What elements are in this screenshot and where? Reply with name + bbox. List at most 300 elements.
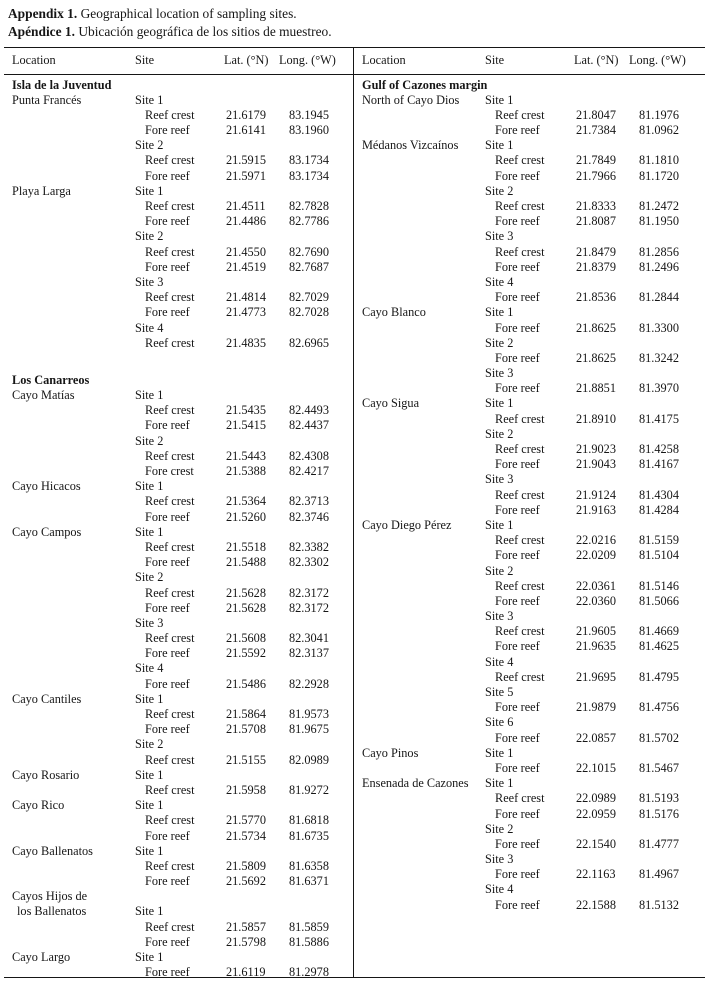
latitude-cell <box>217 275 277 290</box>
latitude-cell: 21.5260 <box>226 509 266 524</box>
longitude-cell: 81.5702 <box>639 730 679 745</box>
habitat-cell: Reef crest <box>495 153 545 168</box>
header-latitude: Lat. (°N) <box>574 53 619 68</box>
table-row <box>354 776 705 791</box>
header-location: Location <box>12 53 56 68</box>
latitude-cell: 21.9163 <box>576 502 616 517</box>
location-cell <box>362 579 485 594</box>
latitude-cell <box>567 609 627 624</box>
table-row <box>4 631 353 646</box>
table-row <box>354 503 705 518</box>
table-row <box>4 889 353 904</box>
location-cell: Cayo Cantiles <box>12 691 82 706</box>
longitude-cell <box>627 184 705 199</box>
latitude-cell <box>217 93 277 108</box>
location-cell: Cayo Blanco <box>362 305 426 320</box>
longitude-cell <box>277 661 353 676</box>
table-row <box>4 692 353 707</box>
table-row <box>354 290 705 305</box>
latitude-cell: 21.5592 <box>226 646 266 661</box>
table-row <box>354 199 705 214</box>
latitude-cell <box>567 305 627 320</box>
location-cell: Cayo Rosario <box>12 767 80 782</box>
site-cell: Site 3 <box>485 852 514 867</box>
latitude-cell <box>217 661 277 676</box>
longitude-cell <box>277 229 353 244</box>
longitude-cell <box>627 138 705 153</box>
table-row <box>4 229 353 244</box>
site-cell: Site 1 <box>485 396 514 411</box>
habitat-cell: Fore reef <box>495 548 540 563</box>
latitude-cell: 21.5971 <box>226 168 266 183</box>
location-cell: North of Cayo Dios <box>362 92 460 107</box>
location-cell: Cayo Campos <box>12 524 82 539</box>
location-cell <box>362 153 485 168</box>
table-row <box>4 920 353 935</box>
table-row <box>354 746 705 761</box>
longitude-cell: 81.2978 <box>289 965 329 980</box>
habitat-cell: Reef crest <box>145 153 195 168</box>
location-cell <box>12 555 135 570</box>
table-row <box>354 655 705 670</box>
location-cell <box>12 199 135 214</box>
longitude-cell <box>627 518 705 533</box>
habitat-cell: Reef crest <box>145 335 195 350</box>
longitude-cell <box>627 472 705 487</box>
table-row <box>4 737 353 752</box>
latitude-cell: 21.9124 <box>576 487 616 502</box>
table-row <box>4 388 353 403</box>
site-cell: Site 1 <box>135 950 164 964</box>
latitude-cell: 21.5435 <box>226 403 266 418</box>
location-cell <box>362 731 485 746</box>
latitude-cell: 22.0361 <box>576 578 616 593</box>
habitat-cell: Reef crest <box>495 442 545 456</box>
habitat-cell: Fore reef <box>145 965 190 980</box>
habitat-cell: Fore reef <box>145 305 190 320</box>
latitude-cell: 22.1163 <box>576 867 616 882</box>
latitude-cell <box>567 822 627 837</box>
latitude-cell <box>567 366 627 381</box>
table-row <box>4 768 353 783</box>
longitude-cell <box>277 616 353 631</box>
longitude-cell: 81.1720 <box>639 168 679 183</box>
longitude-cell: 81.4756 <box>639 700 679 715</box>
latitude-cell: 21.4486 <box>226 214 266 229</box>
location-cell <box>362 685 485 700</box>
habitat-cell: Fore reef <box>145 418 190 433</box>
location-cell <box>362 700 485 715</box>
section-row <box>4 78 353 93</box>
location-cell <box>12 214 135 229</box>
location-cell: Cayo Diego Pérez <box>362 517 452 532</box>
table-row <box>354 822 705 837</box>
habitat-cell: Reef crest <box>145 448 195 463</box>
location-cell <box>362 852 485 867</box>
habitat-cell: Fore reef <box>495 381 540 396</box>
section-row <box>354 78 705 93</box>
table-row <box>4 616 353 631</box>
site-cell: Site 2 <box>485 183 514 198</box>
location-cell <box>362 533 485 548</box>
latitude-cell <box>217 844 277 859</box>
latitude-cell: 21.6141 <box>226 123 266 138</box>
latitude-cell: 21.9695 <box>576 669 616 684</box>
longitude-cell: 81.3300 <box>639 320 679 335</box>
table-row <box>4 753 353 768</box>
table-row <box>4 586 353 601</box>
longitude-cell: 82.2928 <box>289 676 329 691</box>
location-cell <box>12 494 135 509</box>
longitude-cell: 83.1734 <box>289 153 329 168</box>
location-cell <box>12 434 135 449</box>
location-cell <box>12 108 135 123</box>
longitude-cell: 82.7786 <box>289 214 329 229</box>
location-cell <box>12 138 135 153</box>
habitat-cell: Fore reef <box>145 123 190 138</box>
site-cell: Site 1 <box>485 305 514 320</box>
table-row <box>4 707 353 722</box>
habitat-cell: Reef crest <box>145 919 195 934</box>
longitude-cell <box>627 275 705 290</box>
longitude-cell <box>627 609 705 624</box>
location-cell <box>12 920 135 935</box>
latitude-cell: 21.7384 <box>576 123 616 138</box>
location-cell <box>12 707 135 722</box>
habitat-cell: Fore reef <box>145 600 190 615</box>
location-cell: Ensenada de Cazones <box>362 776 469 791</box>
longitude-cell: 81.3242 <box>639 350 679 365</box>
site-cell: Site 1 <box>485 776 514 791</box>
habitat-cell: Fore reef <box>495 593 540 608</box>
site-cell: Site 5 <box>485 685 514 699</box>
habitat-cell: Fore reef <box>495 259 540 274</box>
latitude-cell: 21.4519 <box>226 259 266 274</box>
location-cell <box>12 753 135 768</box>
table-row <box>354 457 705 472</box>
latitude-cell <box>217 889 277 904</box>
location-cell <box>362 624 485 639</box>
site-cell: Site 1 <box>135 183 164 198</box>
habitat-cell: Fore reef <box>495 760 540 775</box>
site-cell: Site 4 <box>135 320 164 335</box>
habitat-cell: Reef crest <box>145 494 195 509</box>
habitat-cell: Reef crest <box>495 669 545 684</box>
table-row <box>4 844 353 859</box>
latitude-cell: 22.0209 <box>576 548 616 563</box>
table-row <box>354 412 705 427</box>
location-cell <box>12 464 135 479</box>
table-row <box>354 609 705 624</box>
table-row <box>354 898 705 913</box>
location-cell <box>12 229 135 244</box>
location-cell <box>362 670 485 685</box>
location-cell: Médanos Vizcaínos <box>362 138 459 153</box>
latitude-cell: 21.7849 <box>576 153 616 168</box>
latitude-cell: 21.4511 <box>226 199 266 213</box>
site-cell: Site 1 <box>135 92 164 107</box>
site-cell: Site 2 <box>135 138 164 153</box>
latitude-cell <box>217 570 277 585</box>
site-cell: Site 3 <box>485 229 514 244</box>
table-row <box>354 639 705 654</box>
table-row <box>4 646 353 661</box>
habitat-cell: Reef crest <box>495 411 545 426</box>
location-cell <box>362 199 485 214</box>
table-row <box>4 677 353 692</box>
location-cell: Cayo Hicacos <box>12 479 81 494</box>
table-row <box>354 852 705 867</box>
longitude-cell: 82.3746 <box>289 509 329 524</box>
location-cell <box>362 381 485 396</box>
longitude-cell: 82.6965 <box>289 335 329 350</box>
longitude-cell: 81.4304 <box>639 487 679 502</box>
site-cell: Site 1 <box>135 524 164 539</box>
location-cell <box>362 442 485 457</box>
location-cell: Cayos Hijos de <box>12 889 88 904</box>
location-cell <box>362 260 485 275</box>
habitat-cell: Reef crest <box>495 487 545 502</box>
longitude-cell: 82.3172 <box>289 600 329 615</box>
table-row <box>354 700 705 715</box>
table-row <box>354 533 705 548</box>
table-row <box>4 661 353 676</box>
habitat-cell: Reef crest <box>145 707 195 721</box>
habitat-cell: Fore reef <box>145 828 190 843</box>
table-row <box>354 366 705 381</box>
title-block <box>8 5 332 40</box>
location-cell <box>362 336 485 351</box>
longitude-cell: 81.4284 <box>639 502 679 517</box>
latitude-cell: 21.5798 <box>226 934 266 949</box>
table-row <box>4 494 353 509</box>
table-row <box>4 950 353 965</box>
habitat-cell: Fore reef <box>495 123 540 138</box>
table-row <box>354 472 705 487</box>
latitude-cell <box>567 396 627 411</box>
location-cell <box>12 722 135 737</box>
habitat-cell: Fore reef <box>495 290 540 305</box>
latitude-cell: 21.8910 <box>576 411 616 426</box>
longitude-cell: 82.3137 <box>289 646 329 661</box>
location-cell <box>362 715 485 730</box>
longitude-cell <box>277 184 353 199</box>
longitude-cell <box>277 479 353 494</box>
table-row <box>354 807 705 822</box>
table-row <box>4 214 353 229</box>
site-cell: Site 2 <box>135 570 164 585</box>
habitat-cell: Fore reef <box>145 676 190 691</box>
table-row <box>354 670 705 685</box>
habitat-cell: Fore reef <box>495 350 540 365</box>
header-location: Location <box>362 53 406 68</box>
table-row <box>4 403 353 418</box>
latitude-cell <box>217 321 277 336</box>
longitude-cell: 81.4669 <box>639 624 679 639</box>
habitat-cell: Fore reef <box>145 214 190 229</box>
table-row <box>4 245 353 260</box>
table-row <box>354 564 705 579</box>
table-row <box>4 93 353 108</box>
longitude-cell: 81.4967 <box>639 867 679 882</box>
section-title: Isla de la Juventud <box>12 77 112 92</box>
latitude-cell: 21.5770 <box>226 813 266 828</box>
longitude-cell <box>627 93 705 108</box>
table-row <box>354 169 705 184</box>
latitude-cell <box>217 479 277 494</box>
latitude-cell <box>567 275 627 290</box>
longitude-cell <box>627 564 705 579</box>
latitude-cell <box>217 184 277 199</box>
site-cell: Site 6 <box>485 715 514 730</box>
site-cell: Site 2 <box>485 335 514 350</box>
latitude-cell: 21.5155 <box>226 752 266 767</box>
habitat-cell: Fore reef <box>145 874 190 889</box>
longitude-cell: 81.2844 <box>639 290 679 305</box>
habitat-cell: Fore reef <box>495 700 540 715</box>
header-longitude: Long. (°W) <box>629 53 686 68</box>
location-cell <box>12 123 135 138</box>
table-row <box>354 624 705 639</box>
longitude-cell: 81.1976 <box>639 107 679 122</box>
location-cell <box>12 783 135 798</box>
table-row <box>354 548 705 563</box>
longitude-cell <box>277 904 353 919</box>
table-row <box>354 442 705 457</box>
location-cell <box>12 737 135 752</box>
location-cell: Playa Larga <box>12 183 71 198</box>
longitude-cell: 82.7029 <box>289 290 329 305</box>
habitat-cell: Reef crest <box>495 791 545 806</box>
location-cell <box>362 427 485 442</box>
title-spanish <box>8 23 332 41</box>
latitude-cell <box>217 768 277 783</box>
location-cell <box>362 807 485 822</box>
latitude-cell <box>217 138 277 153</box>
latitude-cell <box>567 93 627 108</box>
site-cell: Site 3 <box>485 472 514 487</box>
location-cell <box>12 245 135 260</box>
table-row <box>354 715 705 730</box>
spacer-row <box>4 351 353 373</box>
table-row <box>4 138 353 153</box>
site-cell: Site 1 <box>135 691 164 706</box>
latitude-cell <box>567 746 627 761</box>
table-row <box>4 798 353 813</box>
longitude-cell: 83.1960 <box>289 123 329 138</box>
location-cell <box>362 412 485 427</box>
table-row <box>354 245 705 260</box>
latitude-cell: 22.0216 <box>576 533 616 548</box>
latitude-cell: 21.5915 <box>226 153 266 168</box>
latitude-cell: 22.0989 <box>576 791 616 806</box>
longitude-cell: 81.2856 <box>639 244 679 259</box>
latitude-cell <box>217 434 277 449</box>
table-row <box>4 965 353 980</box>
site-cell: Site 1 <box>485 745 514 760</box>
table-row <box>4 434 353 449</box>
location-cell <box>12 631 135 646</box>
longitude-cell: 82.3302 <box>289 555 329 570</box>
latitude-cell: 21.5734 <box>226 828 266 843</box>
latitude-cell <box>217 737 277 752</box>
location-cell: los Ballenatos <box>17 904 87 919</box>
habitat-cell: Fore reef <box>145 934 190 949</box>
longitude-cell: 81.9573 <box>289 707 329 721</box>
latitude-cell: 21.9023 <box>576 442 616 456</box>
location-cell <box>362 639 485 654</box>
table-row <box>4 783 353 798</box>
longitude-cell: 81.2472 <box>639 199 679 213</box>
longitude-cell <box>277 570 353 585</box>
longitude-cell: 83.1734 <box>289 168 329 183</box>
table-row <box>354 882 705 897</box>
table-row <box>354 153 705 168</box>
table-row <box>4 874 353 889</box>
habitat-cell: Fore reef <box>145 259 190 274</box>
latitude-cell: 21.5518 <box>226 539 266 554</box>
location-cell <box>12 449 135 464</box>
table-row <box>4 570 353 585</box>
site-cell: Site 4 <box>485 882 514 897</box>
location-cell <box>12 336 135 351</box>
latitude-cell: 21.8333 <box>576 199 616 213</box>
site-cell: Site 3 <box>135 274 164 289</box>
location-cell <box>12 275 135 290</box>
longitude-cell: 82.4493 <box>289 403 329 418</box>
site-cell: Site 2 <box>135 229 164 244</box>
sampling-sites-table <box>4 47 705 978</box>
latitude-cell <box>567 685 627 700</box>
location-cell <box>362 229 485 244</box>
habitat-cell: Fore reef <box>145 168 190 183</box>
location-cell <box>12 616 135 631</box>
location-cell <box>12 321 135 336</box>
location-cell <box>362 457 485 472</box>
location-cell <box>362 761 485 776</box>
longitude-cell: 81.5859 <box>289 919 329 934</box>
latitude-cell: 21.5415 <box>226 418 266 433</box>
longitude-cell: 81.5146 <box>639 578 679 593</box>
latitude-cell: 21.5388 <box>226 464 266 478</box>
habitat-cell: Reef crest <box>495 624 545 639</box>
latitude-cell <box>217 525 277 540</box>
latitude-cell: 21.6179 <box>226 107 266 122</box>
table-left-half <box>4 48 354 980</box>
location-cell <box>362 214 485 229</box>
site-cell: Site 2 <box>485 821 514 836</box>
table-row <box>354 260 705 275</box>
longitude-cell <box>277 93 353 108</box>
habitat-cell: Reef crest <box>495 199 545 213</box>
site-cell: Site 1 <box>135 843 164 858</box>
habitat-cell: Reef crest <box>495 533 545 548</box>
longitude-cell <box>627 336 705 351</box>
location-cell: Cayo Pinos <box>362 745 419 760</box>
header-longitude: Long. (°W) <box>279 53 336 68</box>
site-cell: Site 1 <box>485 517 514 532</box>
latitude-cell: 21.5608 <box>226 631 266 646</box>
latitude-cell <box>217 388 277 403</box>
latitude-cell: 21.8047 <box>576 107 616 122</box>
table-right-half <box>354 48 705 977</box>
location-cell <box>362 837 485 852</box>
latitude-cell: 21.5628 <box>226 585 266 600</box>
latitude-cell <box>567 776 627 791</box>
table-row <box>354 305 705 320</box>
habitat-cell: Fore reef <box>495 836 540 851</box>
site-cell: Site 2 <box>485 563 514 578</box>
